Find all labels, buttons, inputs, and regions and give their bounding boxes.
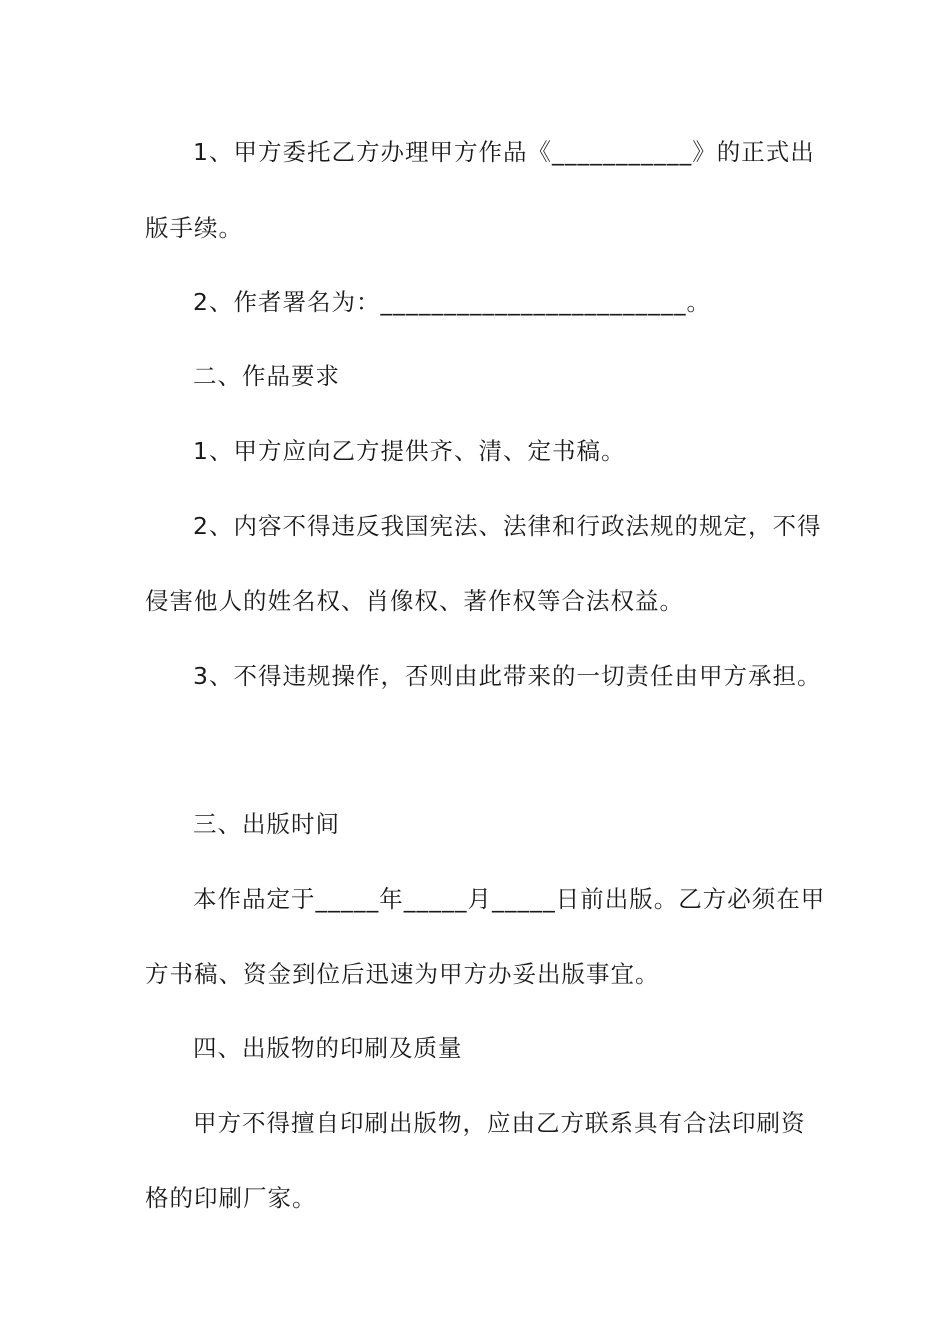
section-3-heading: 三、出版时间	[193, 810, 340, 838]
clause-2-2-line-1: 2、内容不得违反我国宪法、法律和行政法规的规定，不得	[193, 512, 822, 540]
section-3-text-line-1: 本作品定于_____年_____月_____日前出版。乙方必须在甲	[193, 885, 826, 913]
clause-1-1-line-1: 1、甲方委托乙方办理甲方作品《___________》的正式出	[193, 138, 815, 166]
clause-2-2-line-2: 侵害他人的姓名权、肖像权、著作权等合法权益。	[145, 587, 684, 615]
section-4-text-line-1: 甲方不得擅自印刷出版物，应由乙方联系具有合法印刷资	[193, 1109, 806, 1137]
clause-2-3: 3、不得违规操作，否则由此带来的一切责任由甲方承担。	[193, 662, 822, 690]
section-4-text-line-2: 格的印刷厂家。	[145, 1184, 317, 1212]
clause-2-1: 1、甲方应向乙方提供齐、清、定书稿。	[193, 437, 626, 465]
clause-1-2: 2、作者署名为：________________________。	[193, 288, 711, 316]
section-4-heading: 四、出版物的印刷及质量	[193, 1034, 463, 1062]
section-2-heading: 二、作品要求	[193, 362, 340, 390]
section-3-text-line-2: 方书稿、资金到位后迅速为甲方办妥出版事宜。	[145, 960, 660, 988]
clause-1-1-line-2: 版手续。	[145, 214, 243, 242]
